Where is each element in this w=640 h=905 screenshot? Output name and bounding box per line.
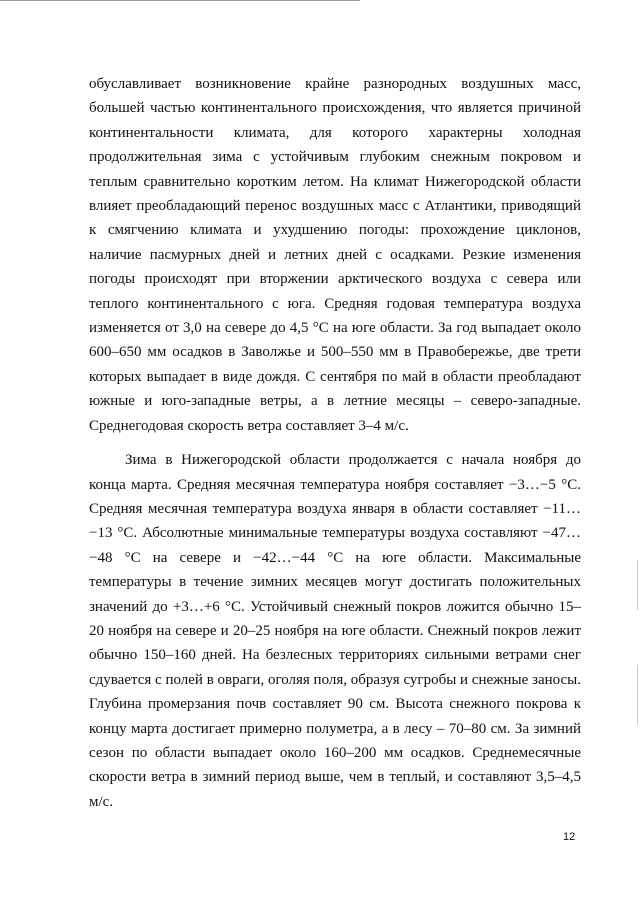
scan-top-rule <box>0 0 360 1</box>
paragraph-winter: Зима в Нижегородской области продолжается с начала ноября до конца марта. Средняя месячная температура ноября составляет −3…−5 °С. Средняя месячная температура воздуха января в области составляет −11…−13 °С. Абсолютные минимальные температуры воздуха составляют −47…−48 °С на севере и −42…−44 °С на юге области. Максимальные температуры в течение зимних месяцев могут достигать положительных значений до +3…+6 °С. Устойчивый снежный покров ложится обычно 15–20 ноября на севере и 20–25 ноября на юге области. Снежный покров лежит обычно 150–160 дней. На безлесных территориях сильными ветрами снег сдувается с полей в овраги, оголяя поля, образуя сугробы и снежные заносы. Глубина промерзания почв составляет 90 см. Высота снежного покрова к концу марта достигает примерно полуметра, а в лесу – 70–80 см. За зимний сезон по области выпадает около 160–200 мм осадков. Среднемесячные скорости ветра в зимний период выше, чем в теплый, и составляют 3,5–4,5 м/с. <box>89 452 581 810</box>
body-text <box>89 72 581 814</box>
scan-edge-mark <box>637 560 638 610</box>
scan-edge-mark <box>637 665 638 725</box>
paragraph-climate: обуславливает возникновение крайне разнородных воздушных масс, большей частью континентального происхождения, что является причиной континентальности климата, для которого характерны холодная продолжительная зима с устойчивым глубоким снежным покровом и теплым сравнительно коротким летом. На климат Нижегородской области влияет преобладающий перенос воздушных масс с Атлантики, приводящий к смягчению климата и ухудшению погоды: прохождение циклонов, наличие пасмурных дней и летних дней с осадками. Резкие изменения погоды происходят при вторжении арктического воздуха с севера или теплого континентального с юга. Средняя годовая температура воздуха изменяется от 3,0 на севере до 4,5 °С на юге области. За год выпадает около 600–650 мм осадков в Заволжье и 500–550 мм в Правобережье, две трети которых выпадает в виде дождя. С сентября по май в области преобладают южные и юго-западные ветры, а в летние месяцы – северо-западные. Среднегодовая скорость ветра составляет 3–4 м/с. <box>89 76 581 434</box>
page-number: 12 <box>563 831 576 843</box>
